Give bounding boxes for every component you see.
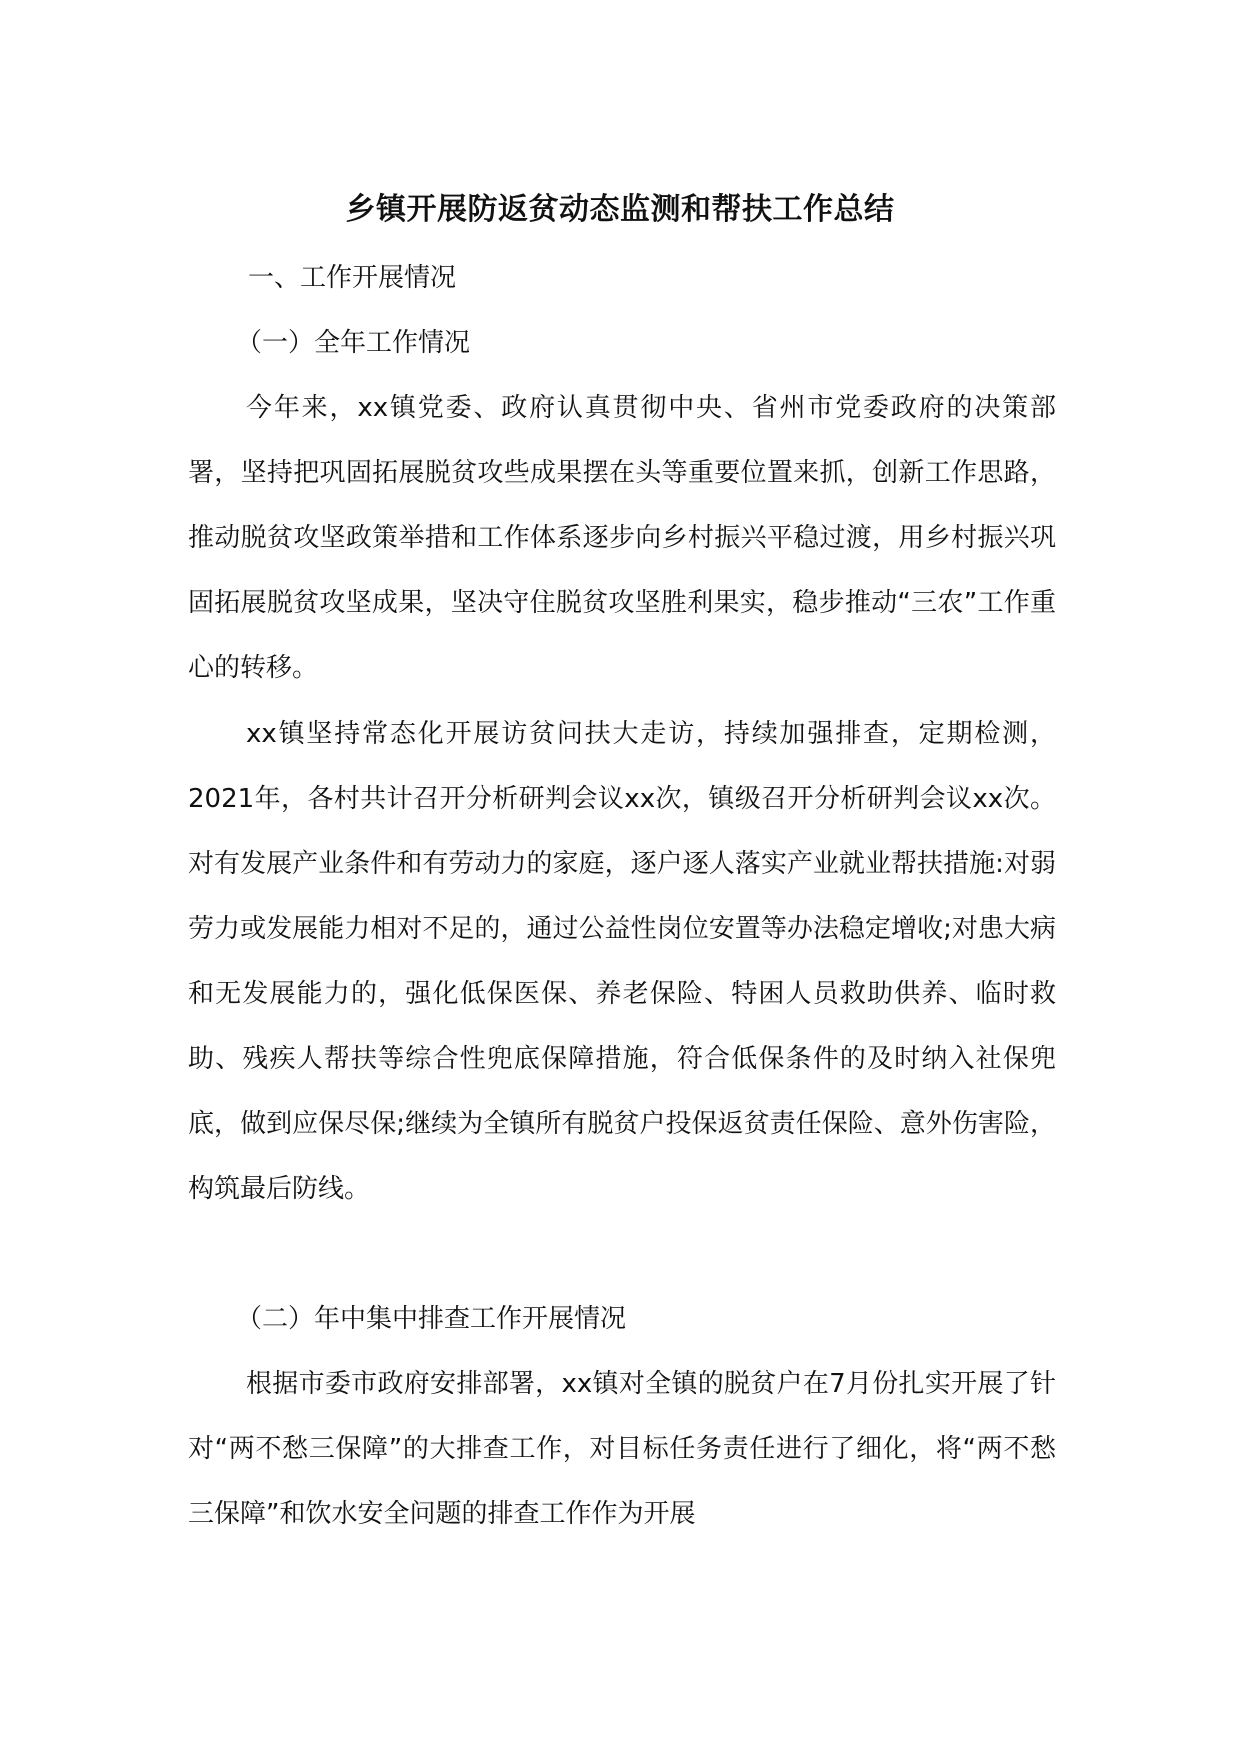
paragraph-annual-overview: 今年来，xx镇党委、政府认真贯彻中央、省州市党委政府的决策部署，坚持把巩固拓展脱贫攻些成果摆在头等重要位置来抓，创新工作思路，推动脱贫攻坚政策举措和工作体系逐步向乡村振兴平稳过渡，用乡村振兴巩固拓展脱贫攻坚成果，坚决守住脱贫攻坚胜利果实，稳步推动“三农”工作重心的转移。 xyxy=(188,393,1056,683)
document-title: 乡镇开展防返贫动态监测和帮扶工作总结 xyxy=(345,192,895,227)
paragraph-monitoring-measures: xx镇坚持常态化开展访贫问扶大走访，持续加强排查，定期检测，2021年，各村共计召开分析研判会议xx次，镇级召开分析研判会议xx次。对有发展产业条件和有劳动力的家庭，逐户逐人落实产业就业帮扶措施:对弱劳力或发展能力相对不足的，通过公益性岗位安置等办法稳定增收;对患大病和无发展能力的，强化低保医保、养老保险、特困人员救助供养、临时救助、残疾人帮扶等综合性兜底保障措施，符合低保条件的及时纳入社保兜底，做到应保尽保;继续为全镇所有脱贫户投保返贫责任保险、意外伤害险，构筑最后防线。 xyxy=(188,719,1056,1204)
paragraph-mid-year-check: 根据市委市政府安排部署，xx镇对全镇的脱贫户在7月份扎实开展了针对“两不愁三保障”的大排查工作，对目标任务责任进行了细化，将“两不愁三保障”和饮水安全问题的排查工作作为开展 xyxy=(188,1369,1056,1529)
section-heading-work-status: 一、工作开展情况 xyxy=(248,263,457,293)
subsection-heading-mid-year-check: （二）年中集中排查工作开展情况 xyxy=(236,1304,627,1334)
subsection-heading-annual-work: （一）全年工作情况 xyxy=(236,328,471,358)
